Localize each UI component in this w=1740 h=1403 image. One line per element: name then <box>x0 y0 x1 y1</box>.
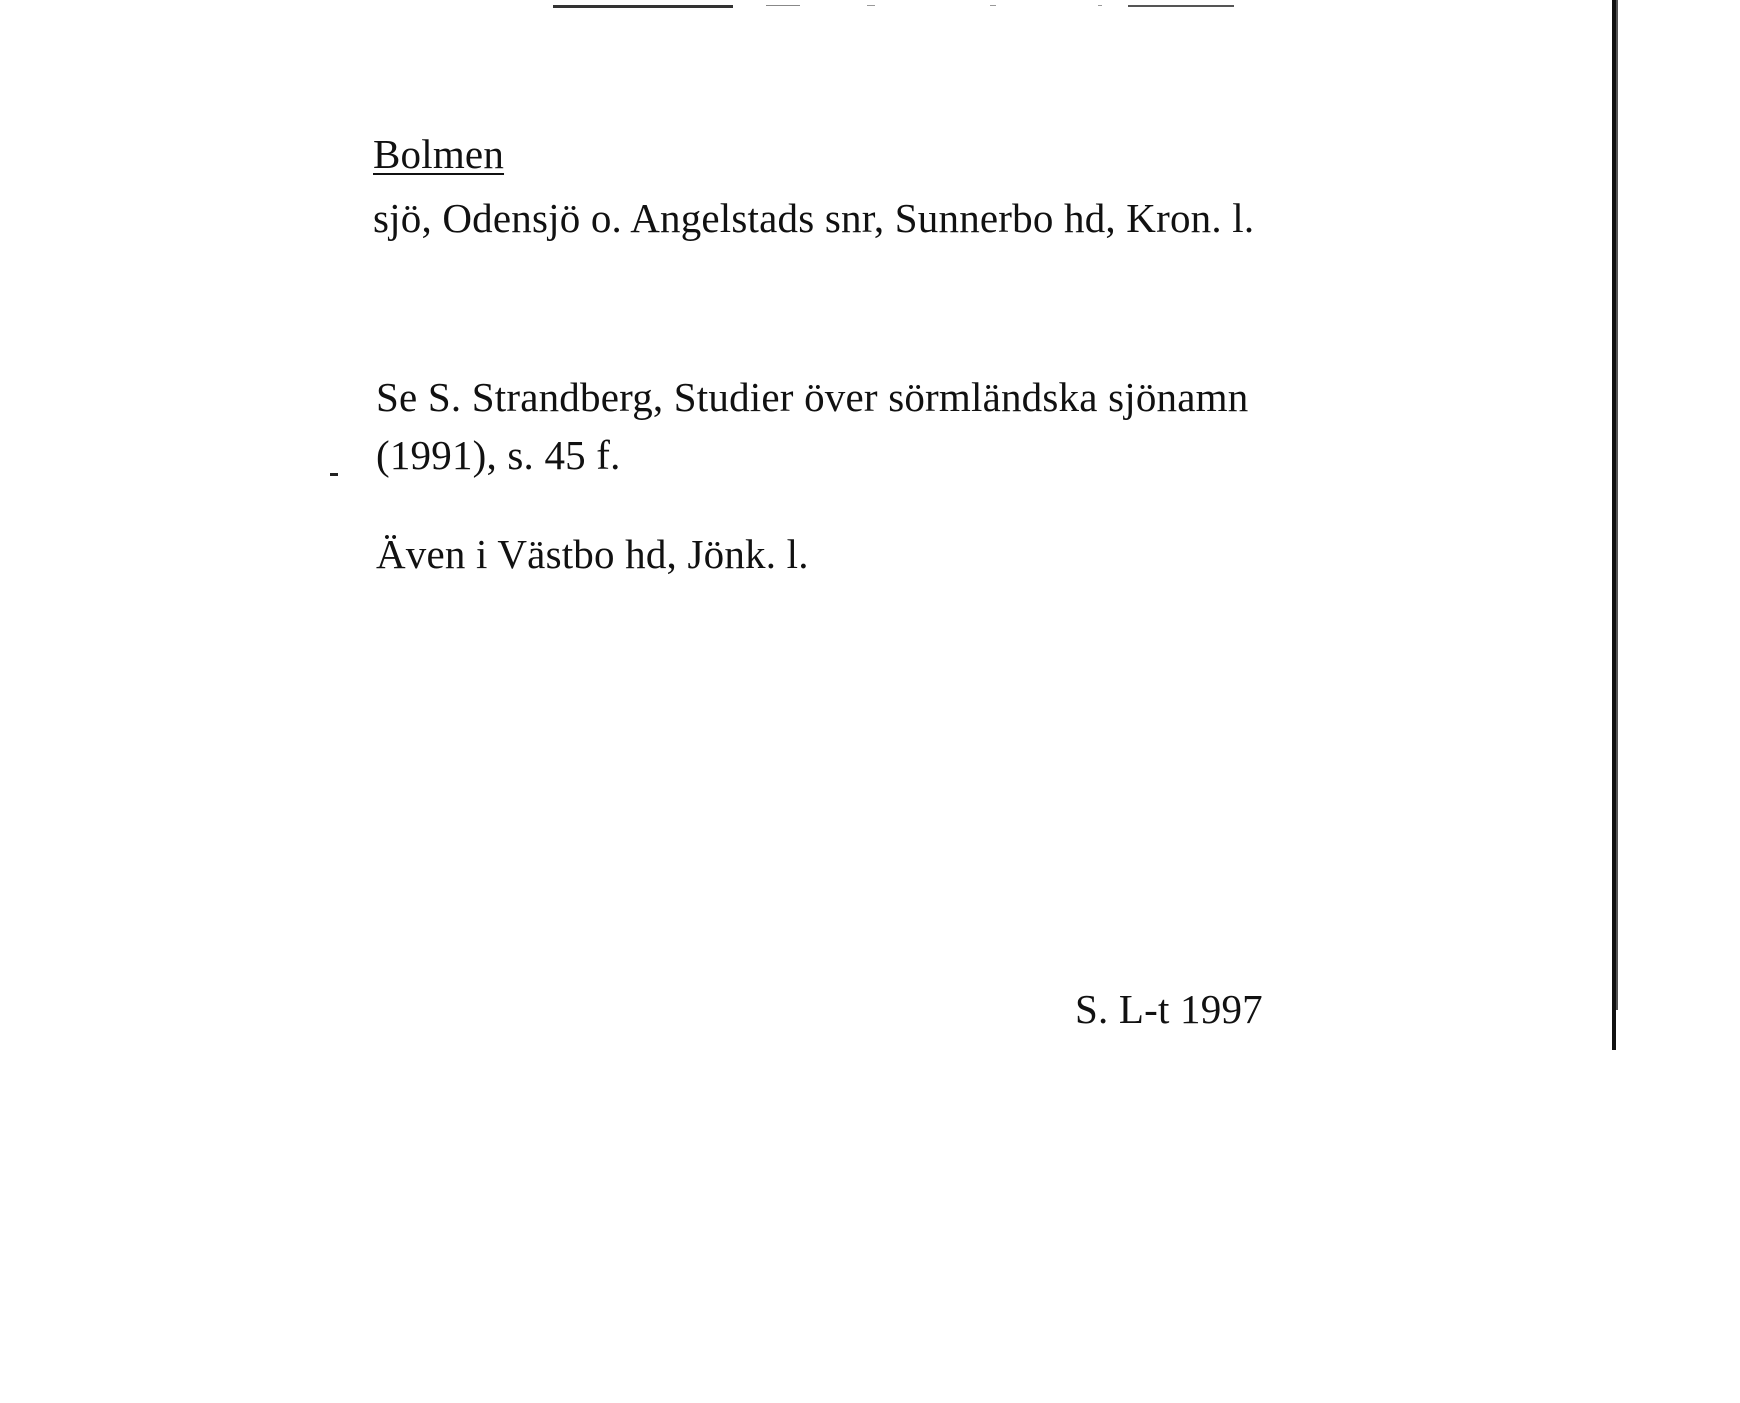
scan-artifact <box>766 5 800 6</box>
scan-artifact <box>867 5 875 6</box>
scan-artifact <box>553 5 733 8</box>
signature: S. L-t 1997 <box>1075 986 1263 1032</box>
headword: Bolmen <box>373 131 505 177</box>
reference <box>376 368 1376 484</box>
scan-artifact <box>990 5 996 6</box>
location-line: sjö, Odensjö o. Angelstads snr, Sunnerbo hd, Kron. l. <box>373 195 1255 241</box>
stray-mark <box>330 473 338 476</box>
scan-artifact <box>1128 5 1234 7</box>
reference-line: Se S. Strandberg, Studier över sörmländska sjönamn <box>376 374 1249 420</box>
card-right-edge-shadow <box>1616 0 1618 1010</box>
reference-line: (1991), s. 45 f. <box>376 432 621 478</box>
also-note: Även i Västbo hd, Jönk. l. <box>376 531 809 577</box>
scan-artifact <box>1098 5 1102 6</box>
